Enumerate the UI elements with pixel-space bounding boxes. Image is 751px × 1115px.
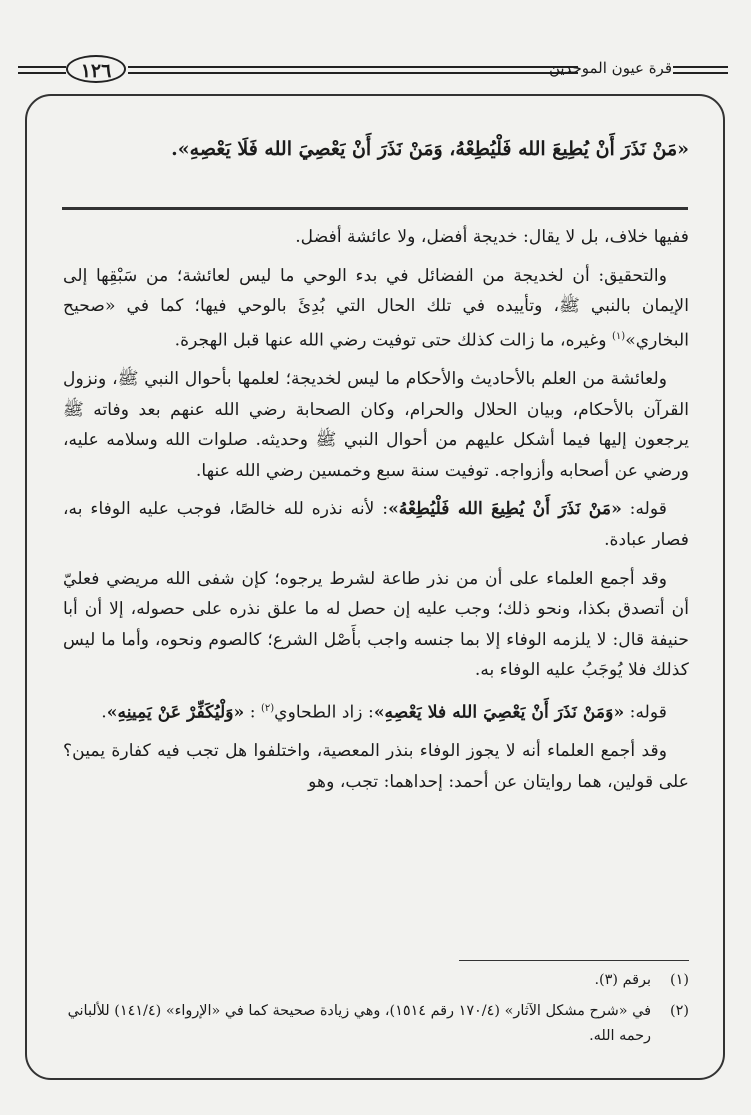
- paragraph: [63, 494, 689, 555]
- footnote-number: (٢): [670, 1003, 689, 1019]
- section-divider: [62, 207, 688, 210]
- footnote-ref: (١): [612, 330, 626, 342]
- paragraph: ففيها خلاف، بل لا يقال: خديجة أفضل، ولا عائشة أفضل.: [295, 227, 689, 247]
- paragraph: [63, 694, 689, 728]
- paragraph-text: : لأنه نذره لله خالصًا، فوجب عليه الوفاء به، فصار عبادة.: [63, 499, 689, 551]
- header-rule-left: [18, 66, 66, 74]
- quote-prefix: قوله:: [621, 499, 667, 520]
- footnote: [63, 999, 689, 1049]
- footnote: [63, 968, 689, 993]
- hadith-quote: «وَلْيُكَفِّرْ عَنْ يَمِينِهِ»: [106, 702, 245, 723]
- footnote-text: في «شرح مشكل الآثار» (١٧٠/٤ رقم ١٥١٤)، وهي زيادة صحيحة كما في «الإرواء» (١٤١/٤) للألباني رحمه الله.: [67, 1003, 651, 1044]
- footnote-separator: [459, 960, 689, 961]
- hadith-quote: «مَنْ نَذَرَ أَنْ يُطِيعَ الله فَلْيُطِعْهُ»: [388, 499, 622, 520]
- footnotes: [63, 968, 689, 1055]
- footnote-ref: (٢): [260, 703, 275, 715]
- header-rule-right: [673, 66, 728, 74]
- paragraph-text: : زاد الطحاوي: [274, 702, 374, 723]
- page-header: [18, 52, 728, 86]
- quote-prefix: قوله:: [624, 702, 667, 723]
- paragraph-text: .: [101, 702, 107, 723]
- footnote-text: برقم (٣).: [594, 972, 651, 988]
- paragraph: ولعائشة من العلم بالأحاديث والأحكام ما ليس لخديجة؛ لعلمها بأحوال النبي ﷺ، ونزول القرآن بالأحكام، وبيان الحلال والحرام، وكان الصحابة رضي الله عنهم بعد وفاته ﷺ يرجعون إليها فيما أشكل عليهم من أحوال النبي ﷺ وحديثه. صلوات الله وسلامه عليه، ورضي عن أصحابه وأزواجه. توفيت سنة سبع وخمسين رضي الله عنها.: [63, 369, 689, 481]
- paragraph: [63, 261, 689, 357]
- paragraph-text: :: [244, 702, 261, 723]
- hadith-quote: «وَمَنْ نَذَرَ أَنْ يَعْصِيَ الله فلا يَعْصِهِ»: [373, 702, 625, 723]
- hadith-text: «مَنْ نَذَرَ أَنْ يُطِيعَ الله فَلْيُطِعْهُ، وَمَنْ نَذَرَ أَنْ يَعْصِيَ الله فَلَا يَعْصِهِ».: [171, 138, 689, 160]
- paragraph-text: وغيره، ما زالت كذلك حتى توفيت رضي الله عنها قبل الهجرة.: [174, 330, 612, 351]
- running-title: قرة عيون الموحدين: [549, 59, 672, 77]
- paragraph: وقد أجمع العلماء أنه لا يجوز الوفاء بنذر المعصية، واختلفوا هل تجب فيه كفارة يمين؟ على قولين، هما روايتان عن أحمد: إحداهما: تجب، وهو: [63, 741, 689, 792]
- commentary-body: [63, 222, 689, 806]
- footnote-number: (١): [670, 972, 689, 988]
- page-number: ١٢٦: [66, 55, 126, 83]
- paragraph-text: والتحقيق: أن لخديجة من الفضائل في بدء الوحي ما ليس لعائشة؛ من سَبْقِها إلى الإيمان بالنبي ﷺ، وتأييده في تلك الحال التي بُدِئَ بالوحي فيها؛ كما في «صحيح البخاري»: [63, 265, 689, 351]
- paragraph: وقد أجمع العلماء على أن من نذر طاعة لشرط يرجوه؛ كإن شفى الله مريضي فعليّ أن أتصدق بكذا، ونحو ذلك؛ وجب عليه إن حصل له ما علق نذره على حصوله، إلا أن أبا حنيفة قال: لا يلزمه الوفاء إلا بما جنسه واجب بأَصْل الشرع؛ كالصوم ونحوه، وأما ما ليس كذلك فلا يُوجَبُ عليه الوفاء به.: [63, 568, 689, 681]
- header-rule-middle: [128, 66, 578, 74]
